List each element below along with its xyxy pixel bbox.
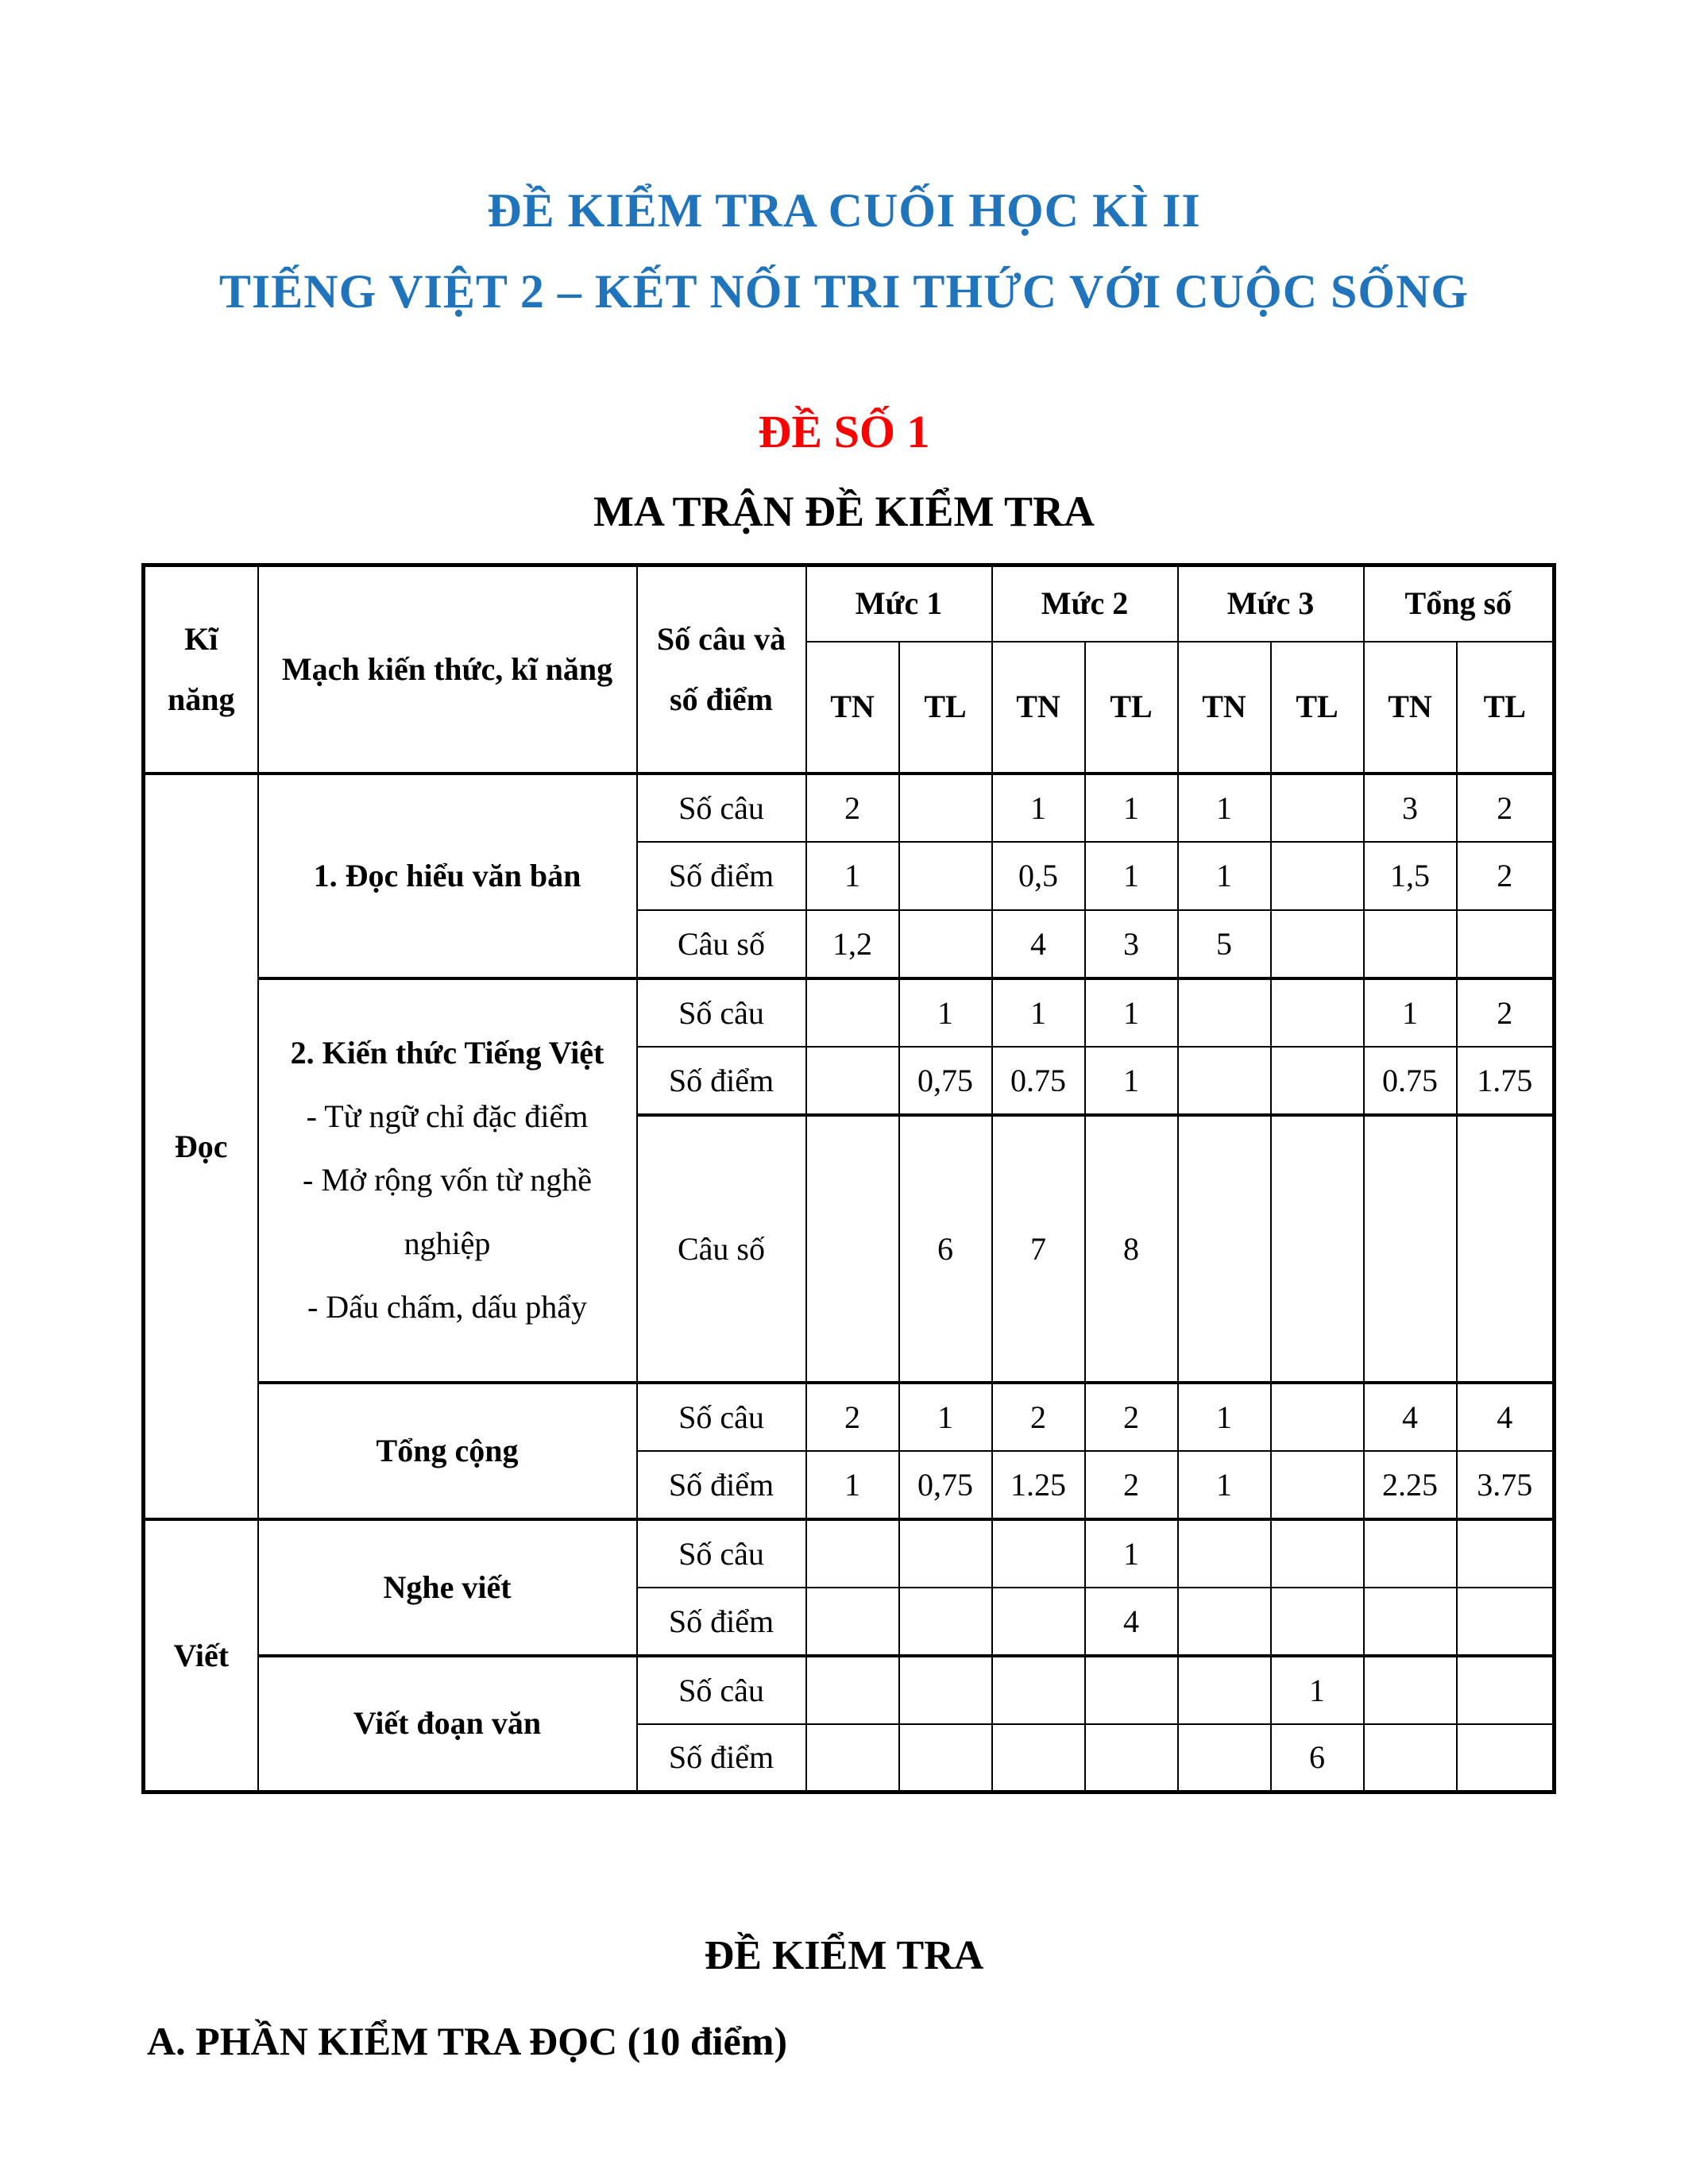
- table-cell: 1: [899, 978, 992, 1047]
- table-cell: [1271, 842, 1364, 910]
- section-doc-hieu: 1. Đọc hiểu văn bản: [258, 774, 637, 978]
- table-cell: 2: [1085, 1451, 1178, 1519]
- table-cell: 1: [992, 774, 1085, 842]
- row-label-so-cau: Số câu: [637, 978, 806, 1047]
- header-tl-muc1: TL: [899, 642, 992, 774]
- table-cell: [1085, 1656, 1178, 1724]
- table-cell: [992, 1724, 1085, 1792]
- table-cell: [899, 1519, 992, 1588]
- table-cell: [1271, 1519, 1364, 1588]
- table-cell: [1271, 910, 1364, 978]
- row-label-so-cau: Số câu: [637, 1519, 806, 1588]
- table-cell: 2: [1085, 1383, 1178, 1451]
- header-tl-tong: TL: [1457, 642, 1555, 774]
- table-cell: [1364, 1588, 1457, 1656]
- table-cell: [1364, 1724, 1457, 1792]
- table-cell: 0.75: [992, 1047, 1085, 1115]
- row-label-so-cau: Số câu: [637, 774, 806, 842]
- skill-doc: Đọc: [144, 774, 258, 1519]
- table-cell: [806, 1588, 899, 1656]
- table-cell: 2: [806, 1383, 899, 1451]
- row-label-so-diem: Số điểm: [637, 1588, 806, 1656]
- header-muc-2: Mức 2: [992, 565, 1178, 642]
- section-kien-thuc-item: - Mở rộng vốn từ nghề nghiệp: [303, 1162, 592, 1261]
- row-label-so-diem: Số điểm: [637, 1047, 806, 1115]
- section-kien-thuc: [258, 978, 637, 1383]
- table-cell: [806, 1519, 899, 1588]
- table-cell: [806, 1724, 899, 1792]
- table-cell: [899, 842, 992, 910]
- section-viet-doan-van: Viết đoạn văn: [258, 1656, 637, 1792]
- table-cell: 6: [899, 1115, 992, 1383]
- table-cell: 1: [806, 842, 899, 910]
- table-cell: [1178, 1115, 1271, 1383]
- table-cell: [899, 1656, 992, 1724]
- table-cell: [806, 1115, 899, 1383]
- table-cell: 1: [1085, 774, 1178, 842]
- table-cell: 1: [899, 1383, 992, 1451]
- table-cell: [1271, 978, 1364, 1047]
- table-cell: [899, 1588, 992, 1656]
- table-cell: 1: [1178, 1383, 1271, 1451]
- section-kien-thuc-title: 2. Kiến thức Tiếng Việt: [290, 1035, 605, 1071]
- table-cell: 7: [992, 1115, 1085, 1383]
- row-label-so-cau: Số câu: [637, 1656, 806, 1724]
- row-label-so-cau: Số câu: [637, 1383, 806, 1451]
- table-cell: [1457, 1588, 1555, 1656]
- table-cell: [1271, 774, 1364, 842]
- matrix-heading: MA TRẬN ĐỀ KIỂM TRA: [593, 488, 1095, 535]
- exam-matrix-table: [141, 563, 1556, 1794]
- table-cell: [1271, 1115, 1364, 1383]
- table-cell: 3.75: [1457, 1451, 1555, 1519]
- table-cell: 2: [1457, 842, 1555, 910]
- section-kien-thuc-item: - Từ ngữ chỉ đặc điểm: [306, 1098, 589, 1134]
- table-row: [144, 1519, 1555, 1588]
- table-cell: [1178, 1047, 1271, 1115]
- header-tn-muc2: TN: [992, 642, 1085, 774]
- table-cell: 0.75: [1364, 1047, 1457, 1115]
- table-cell: 1,5: [1364, 842, 1457, 910]
- table-cell: [1457, 910, 1555, 978]
- table-cell: [1457, 1115, 1555, 1383]
- table-cell: [806, 1047, 899, 1115]
- table-cell: 2: [992, 1383, 1085, 1451]
- header-tn-tong: TN: [1364, 642, 1457, 774]
- table-cell: 8: [1085, 1115, 1178, 1383]
- table-cell: 1: [1085, 978, 1178, 1047]
- footer-heading: ĐỀ KIỂM TRA: [704, 1933, 984, 1978]
- header-tong-so: Tổng số: [1364, 565, 1555, 642]
- table-cell: 2: [806, 774, 899, 842]
- table-cell: [1457, 1519, 1555, 1588]
- table-row: [144, 774, 1555, 842]
- row-label-so-diem: Số điểm: [637, 1724, 806, 1792]
- section-nghe-viet: Nghe viết: [258, 1519, 637, 1656]
- section-tong-cong: Tổng cộng: [258, 1383, 637, 1519]
- table-cell: [1178, 978, 1271, 1047]
- table-cell: [1271, 1047, 1364, 1115]
- header-tl-muc3: TL: [1271, 642, 1364, 774]
- table-cell: 1: [1085, 1047, 1178, 1115]
- table-cell: [1178, 1519, 1271, 1588]
- header-ki-nang: Kĩ năng: [144, 565, 258, 774]
- table-cell: [992, 1656, 1085, 1724]
- table-cell: 2: [1457, 774, 1555, 842]
- table-cell: 0,5: [992, 842, 1085, 910]
- table-cell: 1: [1178, 842, 1271, 910]
- table-cell: 0,75: [899, 1451, 992, 1519]
- header-muc-1: Mức 1: [806, 565, 992, 642]
- table-cell: 4: [992, 910, 1085, 978]
- table-cell: [1364, 910, 1457, 978]
- table-cell: 1: [1271, 1656, 1364, 1724]
- table-cell: 1: [806, 1451, 899, 1519]
- row-label-so-diem: Số điểm: [637, 842, 806, 910]
- table-cell: 4: [1364, 1383, 1457, 1451]
- table-cell: 6: [1271, 1724, 1364, 1792]
- table-cell: [1364, 1656, 1457, 1724]
- row-label-cau-so: Câu số: [637, 910, 806, 978]
- section-kien-thuc-item: - Dấu chấm, dấu phẩy: [307, 1289, 588, 1325]
- header-muc-3: Mức 3: [1178, 565, 1364, 642]
- header-tl-muc2: TL: [1085, 642, 1178, 774]
- table-cell: [899, 774, 992, 842]
- row-label-cau-so: Câu số: [637, 1115, 806, 1383]
- row-label-so-diem: Số điểm: [637, 1451, 806, 1519]
- table-row: [144, 1656, 1555, 1724]
- table-row: [144, 1383, 1555, 1451]
- table-cell: 1: [1178, 774, 1271, 842]
- table-row: [144, 978, 1555, 1047]
- header-so-cau-so-diem: Số câu và số điểm: [637, 565, 806, 774]
- header-mach-kien-thuc: Mạch kiến thức, kĩ năng: [258, 565, 637, 774]
- table-cell: 4: [1085, 1588, 1178, 1656]
- table-cell: [1271, 1588, 1364, 1656]
- table-cell: [1457, 1656, 1555, 1724]
- table-cell: 1: [1178, 1451, 1271, 1519]
- table-cell: [899, 1724, 992, 1792]
- table-cell: 3: [1364, 774, 1457, 842]
- header-row-groups: [144, 565, 1555, 642]
- table-cell: 1: [1364, 978, 1457, 1047]
- table-cell: 2.25: [1364, 1451, 1457, 1519]
- table-cell: [806, 1656, 899, 1724]
- table-cell: 3: [1085, 910, 1178, 978]
- table-cell: 1.25: [992, 1451, 1085, 1519]
- table-cell: [806, 978, 899, 1047]
- table-cell: 4: [1457, 1383, 1555, 1451]
- table-cell: [899, 910, 992, 978]
- table-cell: 1: [992, 978, 1085, 1047]
- table-cell: [1271, 1451, 1364, 1519]
- table-cell: 2: [1457, 978, 1555, 1047]
- header-tn-muc1: TN: [806, 642, 899, 774]
- table-cell: 1: [1085, 1519, 1178, 1588]
- table-cell: 1,2: [806, 910, 899, 978]
- document-title-line2: TIẾNG VIỆT 2 – KẾT NỐI TRI THỨC VỚI CUỘC SỐNG: [218, 265, 1470, 318]
- header-tn-muc3: TN: [1178, 642, 1271, 774]
- table-cell: [1364, 1519, 1457, 1588]
- table-cell: [1178, 1588, 1271, 1656]
- table-cell: 1: [1085, 842, 1178, 910]
- section-a-heading: A. PHẦN KIỂM TRA ĐỌC (10 điểm): [147, 2019, 788, 2063]
- table-cell: [1364, 1115, 1457, 1383]
- table-cell: [1271, 1383, 1364, 1451]
- table-cell: [1457, 1724, 1555, 1792]
- table-cell: 0,75: [899, 1047, 992, 1115]
- table-cell: [1178, 1724, 1271, 1792]
- table-cell: [1178, 1656, 1271, 1724]
- table-cell: 5: [1178, 910, 1271, 978]
- table-cell: [992, 1588, 1085, 1656]
- skill-viet: Viết: [144, 1519, 258, 1792]
- table-cell: [992, 1519, 1085, 1588]
- document-title-line1: ĐỀ KIỂM TRA CUỐI HỌC KÌ II: [487, 184, 1201, 237]
- exam-number-heading: ĐỀ SỐ 1: [758, 406, 930, 457]
- table-cell: [1085, 1724, 1178, 1792]
- table-cell: 1.75: [1457, 1047, 1555, 1115]
